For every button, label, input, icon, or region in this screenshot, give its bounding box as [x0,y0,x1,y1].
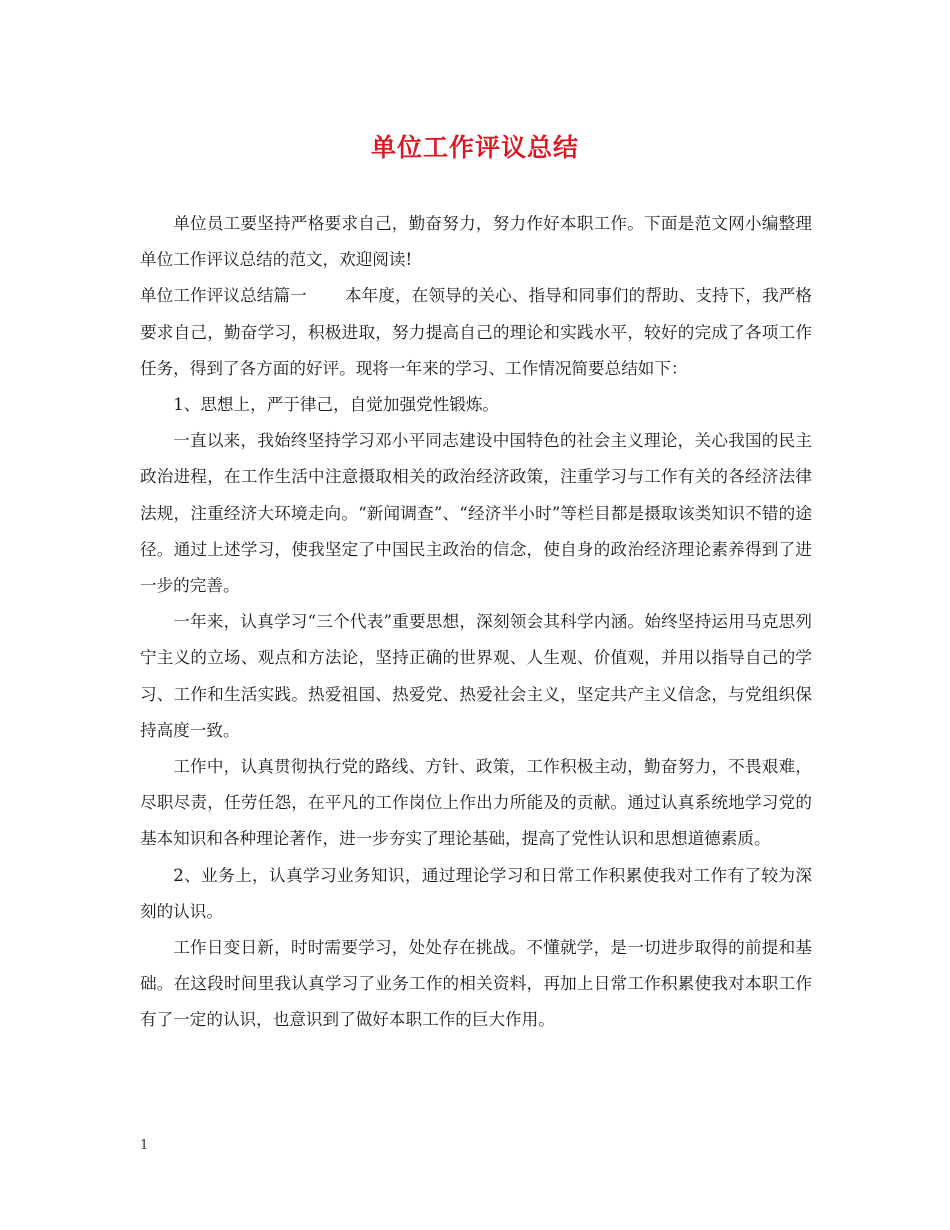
page-number: 1 [140,1138,149,1153]
point-2-heading: 2、业务上，认真学习业务知识，通过理论学习和日常工作积累使我对工作有了较为深刻的认识。 [140,865,812,921]
intro-paragraph: 单位员工要坚持严格要求自己，勤奋努力，努力作好本职工作。下面是范文网小编整理单位工作评议总结的范文，欢迎阅读! [140,214,812,270]
paragraph-4: 工作日变日新，时时需要学习，处处存在挑战。不懂就学，是一切进步取得的前提和基础。在这段时间里我认真学习了业务工作的相关资料，再加上日常工作积累使我对本职工作有了一定的认识，也意识到了做好本职工作的巨大作用。 [140,938,812,1030]
document-title: 单位工作评议总结 [370,133,579,162]
point-1-heading: 1、思想上，严于律己，自觉加强党性锻炼。 [173,395,500,415]
section-intro: 本年度，在领导的关心、指导和同事们的帮助、支持下，我严格要求自己，勤奋学习，积极进取，努力提高自己的理论和实践水平，较好的完成了各项工作任务，得到了各方面的好评。现将一年来的学习、工作情况简要总结如下： [140,286,812,378]
paragraph-1: 一直以来，我始终坚持学习邓小平同志建设中国特色的社会主义理论，关心我国的民主政治进程，在工作生活中注意摄取相关的政治经济政策，注重学习与工作有关的各经济法律法规，注重经济大环境走向。“新闻调查”、“经济半小时”等栏目都是摄取该类知识不错的途径。通过上述学习，使我坚定了中国民主政治的信念，使自身的政治经济理论素养得到了进一步的完善。 [140,431,812,596]
section-paragraph [140,278,812,387]
section-heading: 单位工作评议总结篇一 [140,286,307,306]
paragraph-3: 工作中，认真贯彻执行党的路线、方针、政策，工作积极主动，勤奋努力，不畏艰难，尽职尽责，任劳任怨，在平凡的工作岗位上作出力所能及的贡献。通过认真系统地学习党的基本知识和各种理论著作，进一步夯实了理论基础，提高了党性认识和思想道德素质。 [140,757,812,849]
document-body [140,206,812,1039]
paragraph-2: 一年来，认真学习“三个代表”重要思想，深刻领会其科学内涵。始终坚持运用马克思列宁主义的立场、观点和方法论，坚持正确的世界观、人生观、价值观，并用以指导自己的学习、工作和生活实践。热爱祖国、热爱党、热爱社会主义，坚定共产主义信念，与党组织保持高度一致。 [140,612,812,740]
